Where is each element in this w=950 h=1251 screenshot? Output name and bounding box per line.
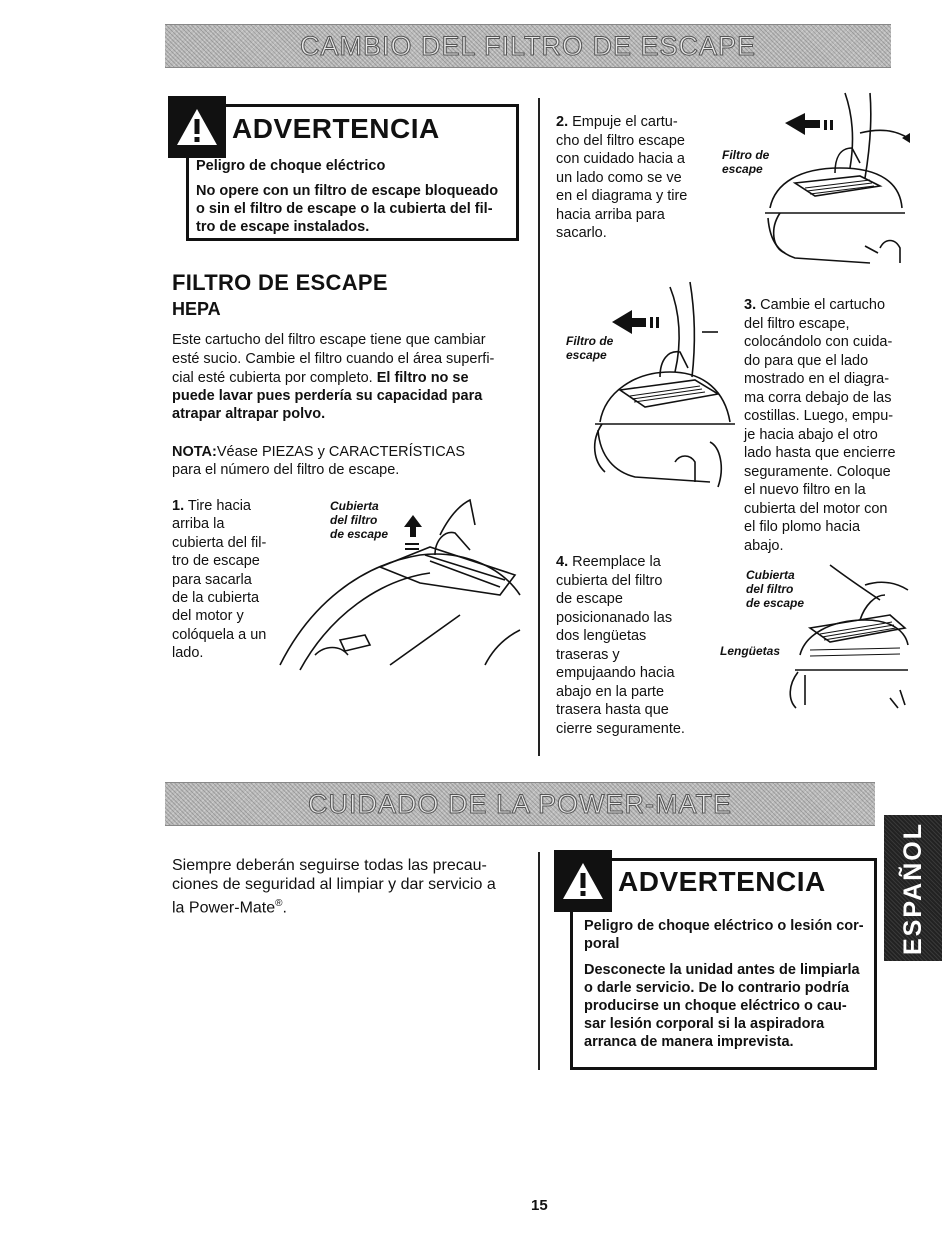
page-number: 15 xyxy=(531,1197,548,1214)
step4-text: 4. Reemplace la cubierta del filtro de escape posicionanado las dos lengüetas traseras y empujaando hacia abajo en la parte trasera hasta que cierre seguramente. xyxy=(556,554,685,737)
warning-body: Desconecte la unidad antes de limpiarla o darle servicio. De lo contrario podría producirse un choque eléctrico o cau- sar lesión corporal si la aspiradora arranca de manera imprevista. xyxy=(584,962,860,1050)
warning-line: tro de escape instalados. xyxy=(196,219,370,235)
care-text: Siempre deberán seguirse todas las precau- ciones de seguridad al limpiar y dar servicio a la Power-Mate®. xyxy=(172,857,496,917)
warning-line: o sin el filtro de escape o la cubierta del fil- xyxy=(196,201,493,217)
section-subtitle: HEPA xyxy=(172,299,221,319)
step2-text: 2. Empuje el cartu- cho del filtro escape con cuidado hacia a un lado como se ve en el diagrama y tire hacia arriba para sacarlo. xyxy=(556,114,688,241)
filter-insert-illustration xyxy=(590,272,740,492)
paragraph-line xyxy=(172,369,469,388)
section-banner-exhaust-filter xyxy=(165,24,891,68)
cover-replace-illustration xyxy=(780,560,910,710)
section-banner-care xyxy=(165,782,875,826)
warning-icon-block xyxy=(554,850,612,912)
note-line xyxy=(172,443,465,462)
warning-subtitle: Peligro de choque eléctrico xyxy=(196,158,386,174)
warning-line: No opere con un filtro de escape bloqueado xyxy=(196,183,499,199)
figure-label-filter: Filtro de escape xyxy=(722,148,770,176)
language-tab xyxy=(884,815,942,961)
step1-text: 1. Tire hacia arriba la cubierta del fil- tro de escape para sacarla de la cubierta del motor y colóquela a un lado. xyxy=(172,498,267,662)
paragraph-line: esté sucio. Cambie el filtro cuando el área superfi- xyxy=(172,351,495,367)
step3-text: 3. Cambie el cartucho del filtro escape, colocándolo con cuida- do para que el lado mostrado en el diagra- ma corra debajo de las costillas. Luego, empu- je hacia abajo el otro lado hasta que encierre seguramente. Coloque el nuevo filtro en la cubierta del motor con el filo plomo hacia abajo. xyxy=(744,297,896,554)
paragraph-bold-line: puede lavar pues perdería su capacidad para xyxy=(172,388,483,404)
figure-label-cover: Cubierta del filtro de escape xyxy=(330,499,389,541)
column-divider xyxy=(538,98,540,756)
note-text: Véase PIEZAS y CARACTERÍSTICAS xyxy=(216,444,466,460)
vacuum-cover-illustration xyxy=(270,495,530,675)
section-title: FILTRO DE ESCAPE xyxy=(172,270,388,295)
warning-title: ADVERTENCIA xyxy=(618,866,826,897)
paragraph-text: cial esté cubierta por completo. xyxy=(172,370,373,386)
paragraph-bold-line: atrapar altrapar polvo. xyxy=(172,406,326,422)
step-number: 4. xyxy=(556,554,569,570)
registered-mark: ® xyxy=(275,898,283,909)
note-label: NOTA: xyxy=(172,444,217,460)
step-number: 2. xyxy=(556,114,569,130)
warning-subtitle: Peligro de choque eléctrico o lesión cor- poral xyxy=(584,918,864,952)
step-number: 3. xyxy=(744,297,757,313)
figure-label-filter: Filtro de escape xyxy=(566,334,614,362)
note-line: para el número del filtro de escape. xyxy=(172,462,400,478)
banner-title: CAMBIO DEL FILTRO DE ESCAPE xyxy=(299,30,757,61)
paragraph-bold-text: El filtro no se xyxy=(376,370,469,386)
filter-removal-illustration xyxy=(760,88,910,268)
warning-icon-block xyxy=(168,96,226,158)
step-number: 1. xyxy=(172,498,185,514)
figure-label-tabs: Lengüetas xyxy=(720,644,781,658)
banner-title: CUIDADO DE LA POWER-MATE xyxy=(307,788,733,819)
warning-triangle-icon xyxy=(175,107,219,147)
warning-title: ADVERTENCIA xyxy=(232,113,440,144)
warning-triangle-icon xyxy=(561,861,605,901)
figure-label-cover: Cubierta del filtro de escape xyxy=(746,568,805,610)
paragraph-line: Este cartucho del filtro escape tiene que cambiar xyxy=(172,332,486,348)
column-divider xyxy=(538,852,540,1070)
language-tab-label: ESPAÑOL xyxy=(898,821,927,955)
